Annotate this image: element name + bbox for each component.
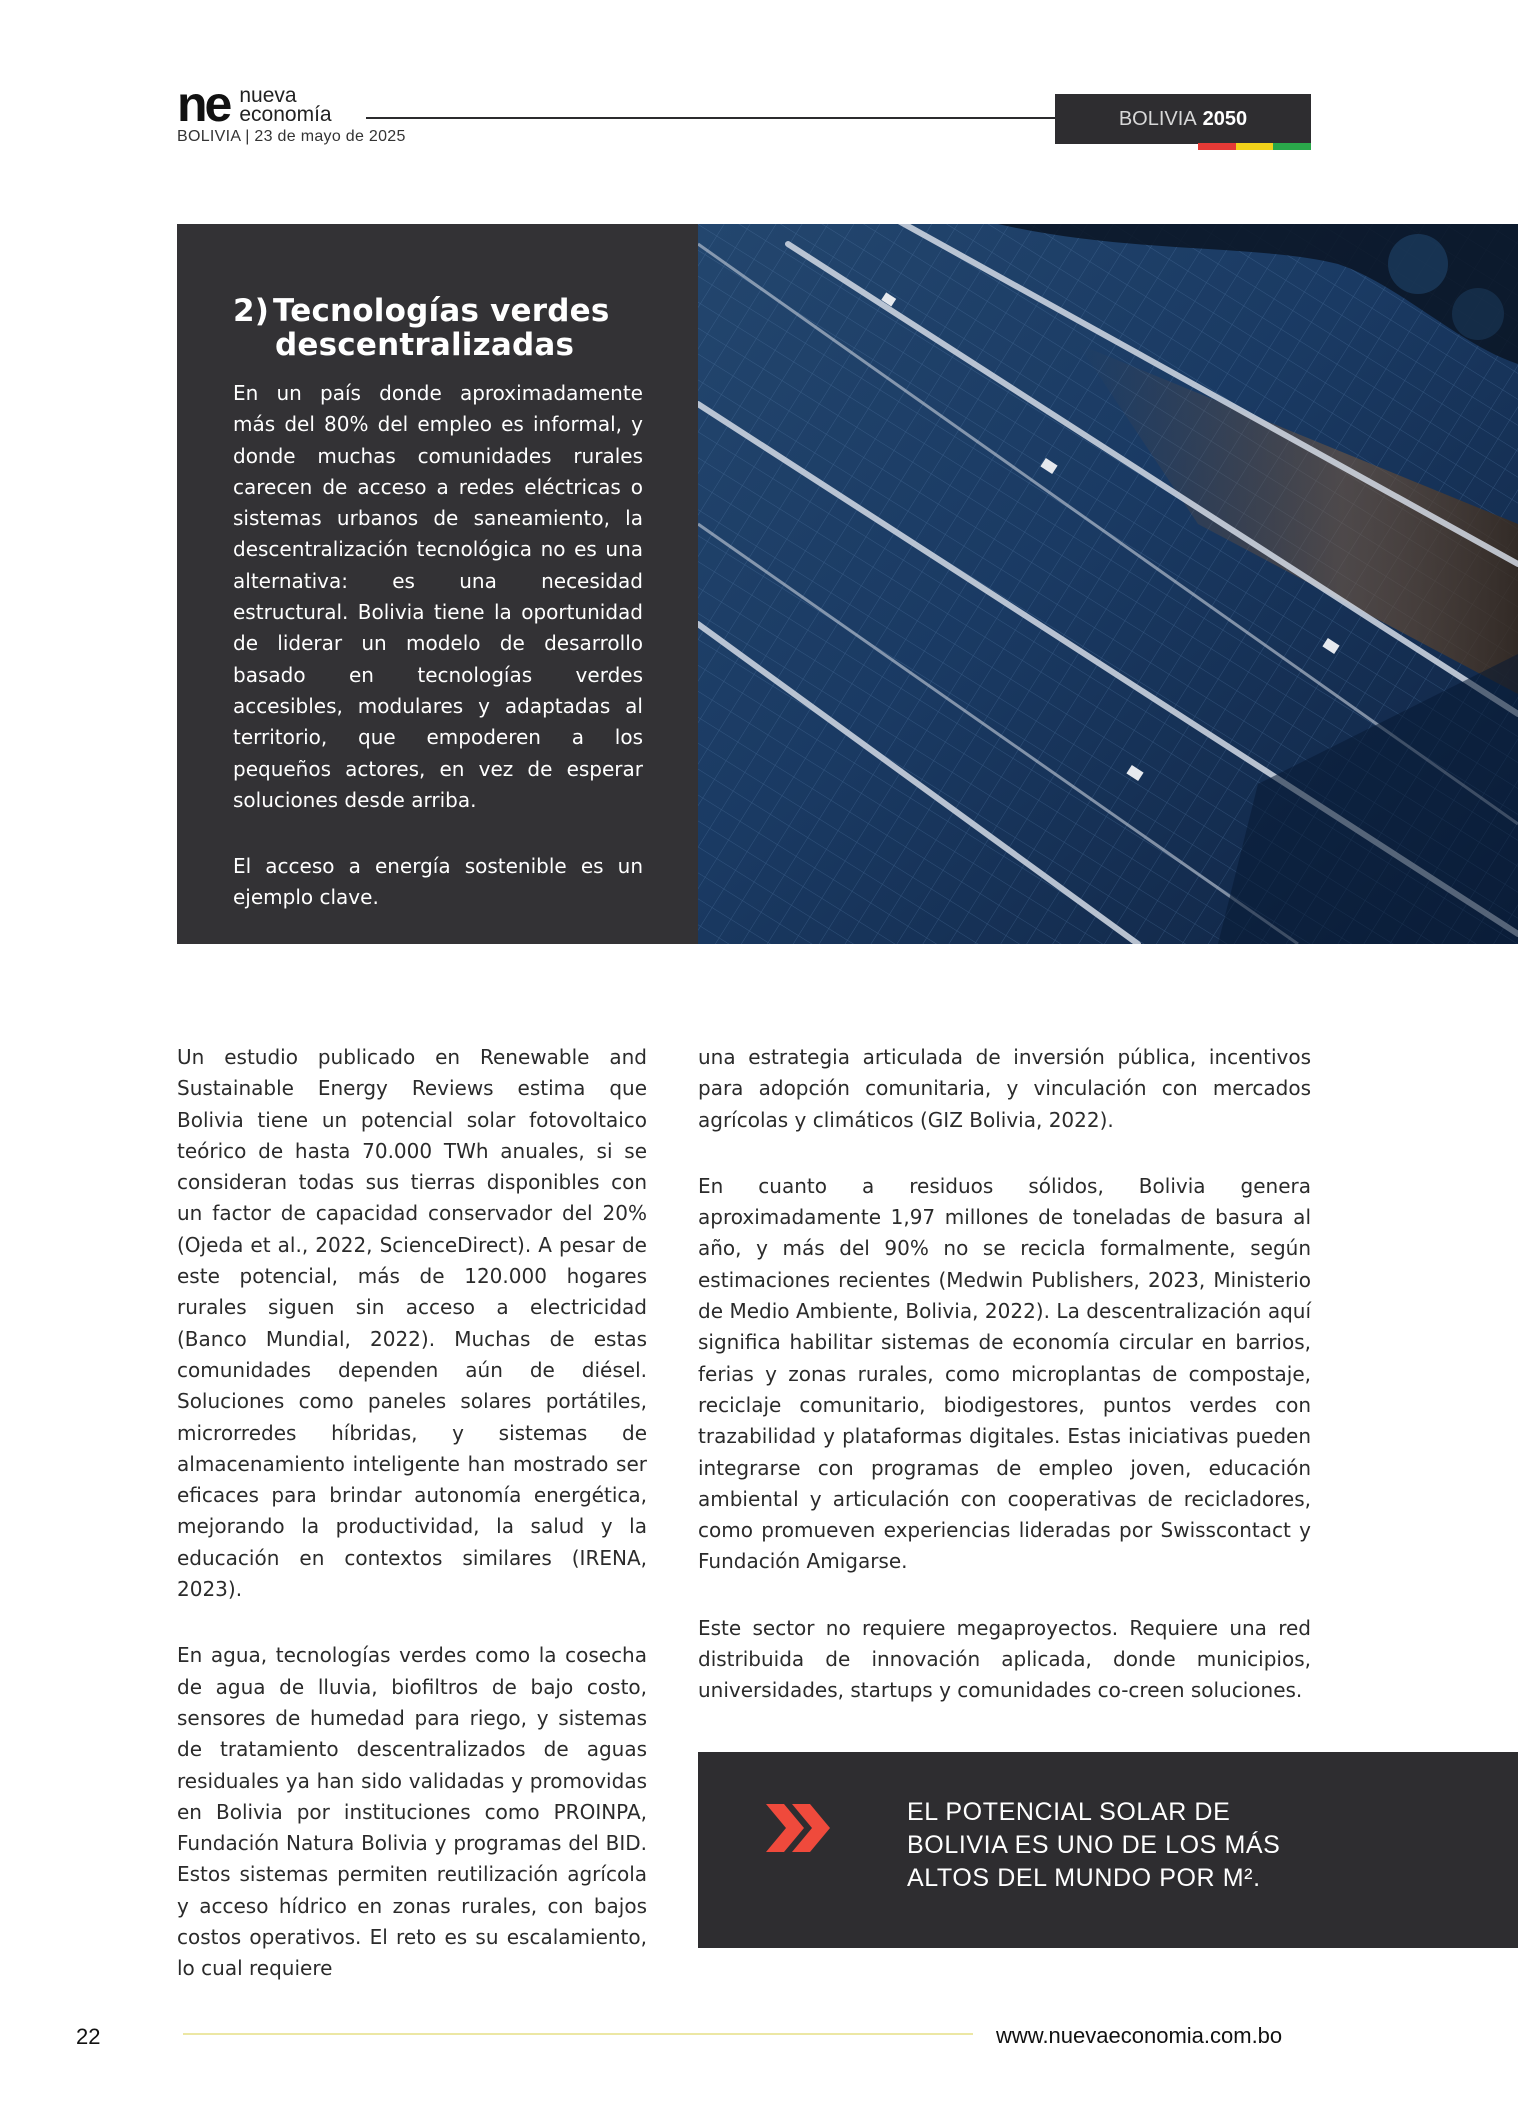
logo-word-2: economía [239, 103, 332, 126]
body-paragraph: En agua, tecnologías verdes como la cosecha de agua de lluvia, biofiltros de bajo costo, sensores de humedad para riego, y sistemas de tratamiento descentralizados de aguas residuales ya han sido validadas y promovidas en Bolivia por instituciones como PROINPA, Fundación Natura Bolivia y programas del BID. Estos sistemas permiten reutilización agrícola y acceso hídrico en zonas rurales, con bajos costos operativos. El reto es su escalamiento, lo cual requiere [177, 1643, 647, 1981]
hero-paragraph: En un país donde aproximadamente más del 80% del empleo es informal, y donde muchas comunidades rurales carecen de acceso a redes eléctricas o sistemas urbanos de saneamiento, la descentralización tecnológica no es una alternativa: es una necesidad estructural. Bolivia tiene la oportunidad de liderar un modelo de desarrollo basado en tecnologías verdes accesibles, modulares y adaptadas al territorio, que empoderen a los pequeños actores, en vez de esperar soluciones desde arriba. [233, 381, 643, 812]
body-paragraph: Un estudio publicado en Renewable and Sustainable Energy Reviews estima que Bolivia tiene un potencial solar fotovoltaico teórico de hasta 70.000 TWh anuales, si se consideran todas sus tierras disponibles con un factor de capacidad conservador del 20% (Ojeda et al., 2022, ScienceDirect). A pesar de este potencial, más de 120.000 hogares rurales siguen sin acceso a electricidad (Banco Mundial, 2022). Muchas de estas comunidades dependen aún de diésel. Soluciones como paneles solares portátiles, microrredes híbridas, y sistemas de almacenamiento inteligente han mostrado ser eficaces para brindar autonomía energética, mejorando la productividad, la salud y la educación en contextos similares (IRENA, 2023). [177, 1045, 647, 1602]
pull-quote-text [907, 1796, 1307, 1895]
section-number: 2) [233, 293, 270, 329]
pull-quote-line: BOLIVIA ES UNO DE LOS MÁS [907, 1831, 1281, 1859]
website-link[interactable]: www.nuevaeconomia.com.bo [996, 2023, 1283, 2048]
logo [177, 76, 332, 132]
body-paragraph: Este sector no requiere megaproyectos. Requiere una red distribuida de innovación aplicada, donde municipios, universidades, startups y comunidades co-creen soluciones. [698, 1615, 1311, 1703]
section-title [233, 294, 653, 362]
flag-yellow [1236, 143, 1274, 150]
header-divider [366, 117, 1056, 119]
solar-panels-photo [698, 224, 1518, 944]
pull-quote-line: EL POTENCIAL SOLAR DE [907, 1798, 1231, 1826]
section-badge [1055, 94, 1311, 144]
flag-green [1273, 143, 1311, 150]
double-chevron-right-icon [764, 1802, 834, 1858]
hero-body [233, 378, 643, 949]
body-paragraph: En cuanto a residuos sólidos, Bolivia genera aproximadamente 1,97 millones de toneladas de basura al año, y más del 90% no se recicla formalmente, según estimaciones recientes (Medwin Publishers, 2023, Ministerio de Medio Ambiente, Bolivia, 2022). La descentralización aquí significa habilitar sistemas de economía circular en barrios, ferias y zonas rurales, como microplantas de compostaje, reciclaje comunitario, biodigestores, puntos verdes con trazabilidad y plataformas digitales. Estas iniciativas pueden integrarse con programas de empleo joven, educación ambiental y articulación con cooperativas de recicladores, como promueven experiencias lideradas por Swisscontact y Fundación Amigarse. [698, 1173, 1311, 1574]
footer-divider [183, 2033, 973, 2035]
logo-mark: ne [177, 76, 230, 132]
right-column [698, 1042, 1311, 1742]
pull-quote-box [698, 1752, 1518, 1948]
body-paragraph: una estrategia articulada de inversión pública, incentivos para adopción comunitaria, y vinculación con mercados agrícolas y climáticos (GIZ Bolivia, 2022). [698, 1045, 1311, 1132]
left-column [177, 1042, 647, 2020]
logo-wordmark [239, 86, 331, 124]
solar-panels-illustration [698, 224, 1518, 944]
flag-stripe [1198, 143, 1311, 150]
logo-word-1: nueva [239, 84, 297, 107]
flag-red [1198, 143, 1236, 150]
badge-prefix: BOLIVIA [1118, 107, 1197, 130]
title-line-2: descentralizadas [275, 327, 575, 363]
hero-paragraph: El acceso a energía sostenible es un ejemplo clave. [233, 854, 643, 910]
pull-quote-line: ALTOS DEL MUNDO POR M². [907, 1864, 1261, 1892]
dateline: BOLIVIA | 23 de mayo de 2025 [177, 128, 406, 145]
badge-year: 2050 [1202, 107, 1248, 130]
page-number: 22 [76, 2024, 101, 2049]
title-line-1: Tecnologías verdes [273, 293, 610, 329]
